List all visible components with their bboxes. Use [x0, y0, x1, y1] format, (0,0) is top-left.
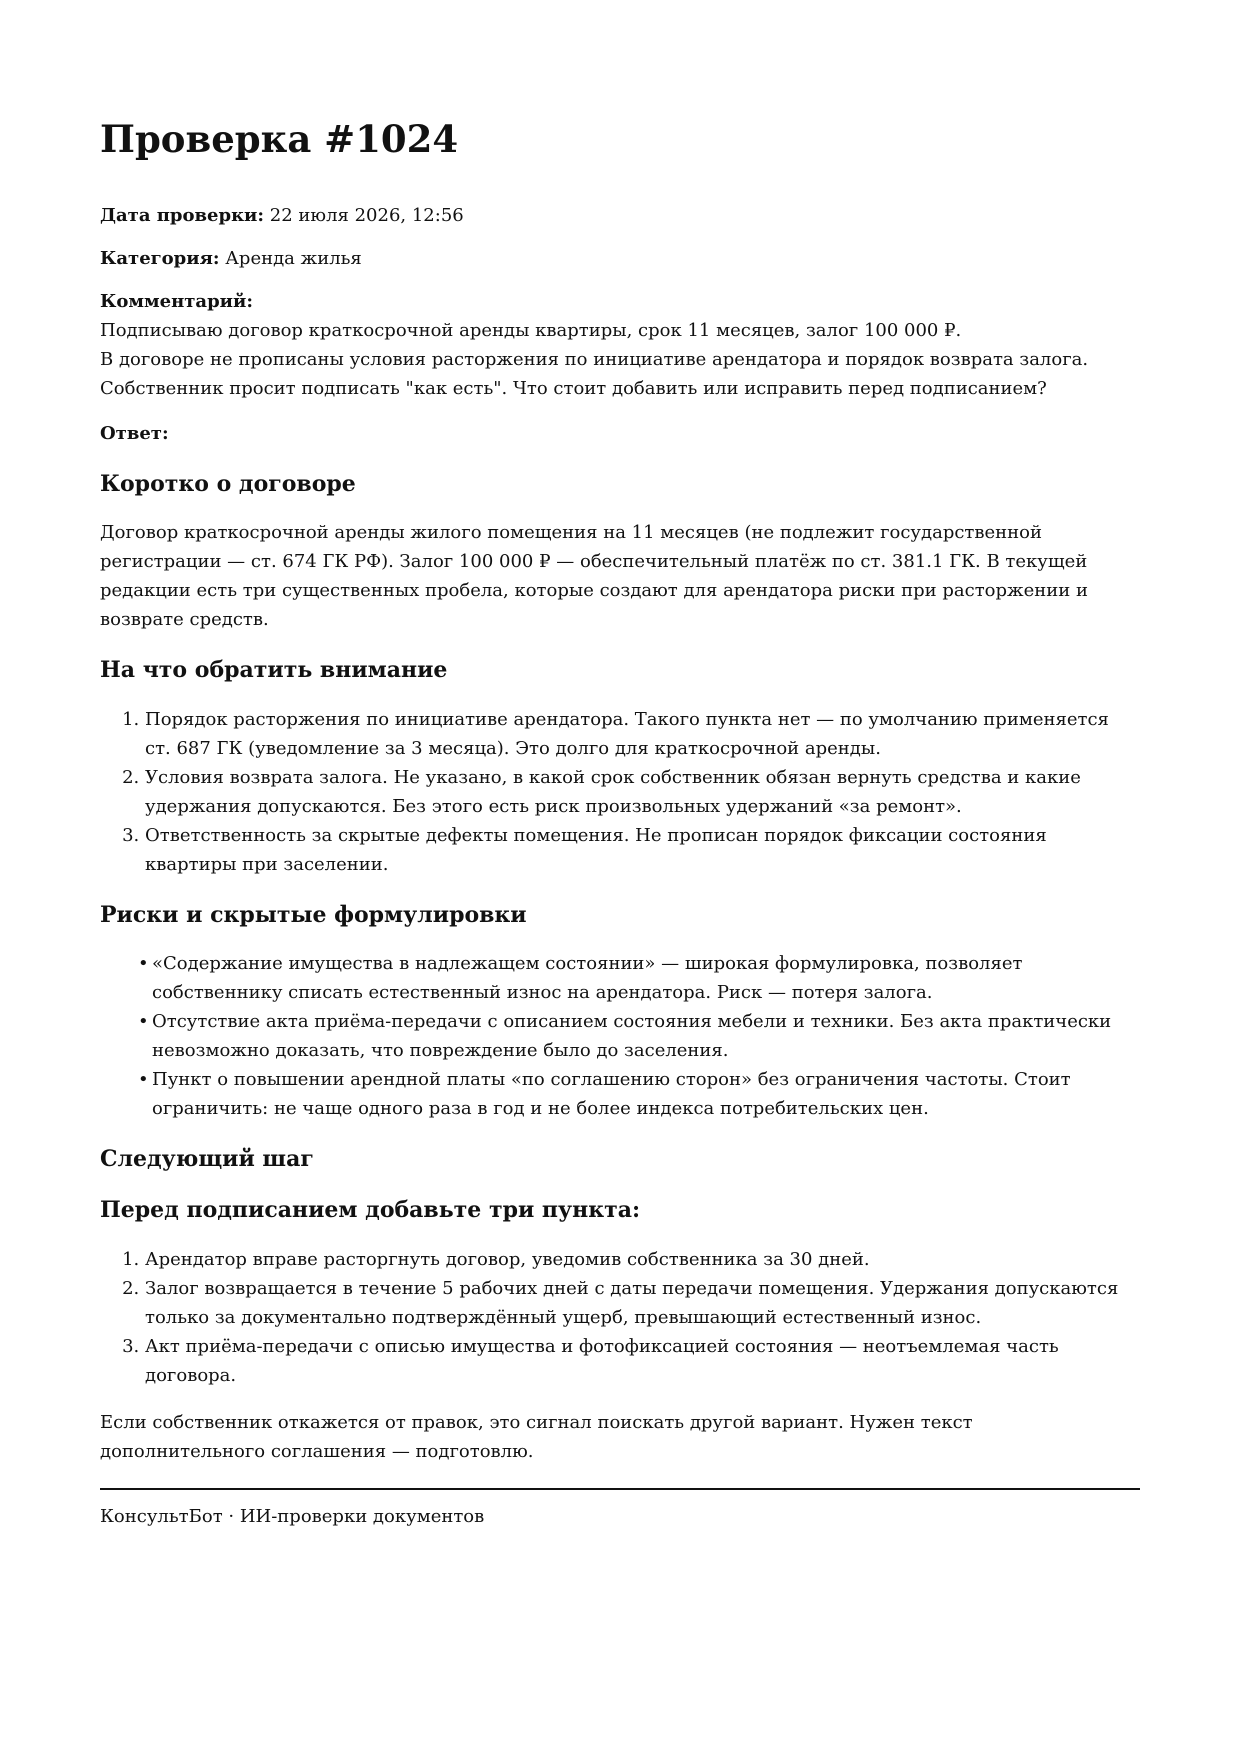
list-item: 2. Залог возвращается в течение 5 рабочих дней с даты передачи помещения. Удержания допускаются только за документально подтверждённый ущерб, превышающий естественный износ. [145, 1274, 1140, 1332]
comment-line: Собственник просит подписать "как есть". Что стоит добавить или исправить перед подписанием? [100, 377, 1047, 399]
list-item: • «Содержание имущества в надлежащем состоянии» — широкая формулировка, позволяет собственнику списать естественный износ на арендатора. Риск — потеря залога. [138, 949, 1140, 1007]
page-title: Проверка #1024 [100, 117, 459, 161]
check-date-value: 22 июля 2026, 12:56 [269, 204, 464, 226]
comment-label: Комментарий: [100, 290, 254, 312]
risks-list [100, 949, 1140, 1123]
section-heading-risks: Риски и скрытые формулировки [100, 901, 527, 928]
answer-label: Ответ: [100, 422, 169, 444]
comment [100, 287, 1140, 403]
check-date-label: Дата проверки: [100, 204, 265, 226]
answer-label-row [100, 419, 1140, 448]
footer-divider [100, 1488, 1140, 1490]
category-label: Категория: [100, 247, 220, 269]
list-item: 2. Условия возврата залога. Не указано, в какой срок собственник обязан вернуть средства и какие удержания допускаются. Без этого есть риск произвольных удержаний «за ремонт». [145, 763, 1140, 821]
check-date [100, 201, 1140, 230]
list-item: 1. Арендатор вправе расторгнуть договор, уведомив собственника за 30 дней. [145, 1245, 1140, 1274]
section-heading-next: Следующий шаг [100, 1146, 314, 1173]
section-heading-summary: Коротко о договоре [100, 470, 356, 497]
list-item: • Пункт о повышении арендной платы «по соглашению сторон» без ограничения частоты. Стоит ограничить: не чаще одного раза в год и не более индекса потребительских цен. [138, 1065, 1140, 1123]
footer-text: КонсультБот · ИИ-проверки документов [100, 1505, 485, 1527]
comment-line: В договоре не прописаны условия расторжения по инициативе арендатора и порядок возврата залога. [100, 348, 1089, 370]
summary-text: Договор краткосрочной аренды жилого помещения на 11 месяцев (не подлежит государственной регистрации — ст. 674 ГК РФ). Залог 100 000 ₽ — обеспечительный платёж по ст. 381.1 ГК. В текущей редакции есть три существенных пробела, которые создают для арендатора риски при расторжении и возврате средств. [100, 522, 1088, 631]
list-item: 1. Порядок расторжения по инициативе арендатора. Такого пункта нет — по умолчанию применяется ст. 687 ГК (уведомление за 3 месяца). Это долго для краткосрочной аренды. [145, 705, 1140, 763]
category-value: Аренда жилья [225, 247, 362, 269]
list-item: 3. Акт приёма-передачи с описью имущества и фотофиксацией состояния — неотъемлемая часть договора. [145, 1332, 1140, 1390]
category [100, 244, 1140, 273]
next-steps-list [100, 1245, 1140, 1390]
list-item: • Отсутствие акта приёма-передачи с описанием состояния мебели и техники. Без акта практически невозможно доказать, что повреждение было до заселения. [138, 1007, 1140, 1065]
section-heading-attention: На что обратить внимание [100, 657, 448, 684]
section-subheading-next: Перед подписанием добавьте три пункта: [100, 1196, 641, 1223]
list-item: 3. Ответственность за скрытые дефекты помещения. Не прописан порядок фиксации состояния квартиры при заселении. [145, 821, 1140, 879]
attention-list [100, 705, 1140, 879]
closing-text: Если собственник откажется от правок, это сигнал поискать другой вариант. Нужен текст дополнительного соглашения — подготовлю. [100, 1411, 973, 1462]
comment-line: Подписываю договор краткосрочной аренды квартиры, срок 11 месяцев, залог 100 000 ₽. [100, 319, 962, 341]
